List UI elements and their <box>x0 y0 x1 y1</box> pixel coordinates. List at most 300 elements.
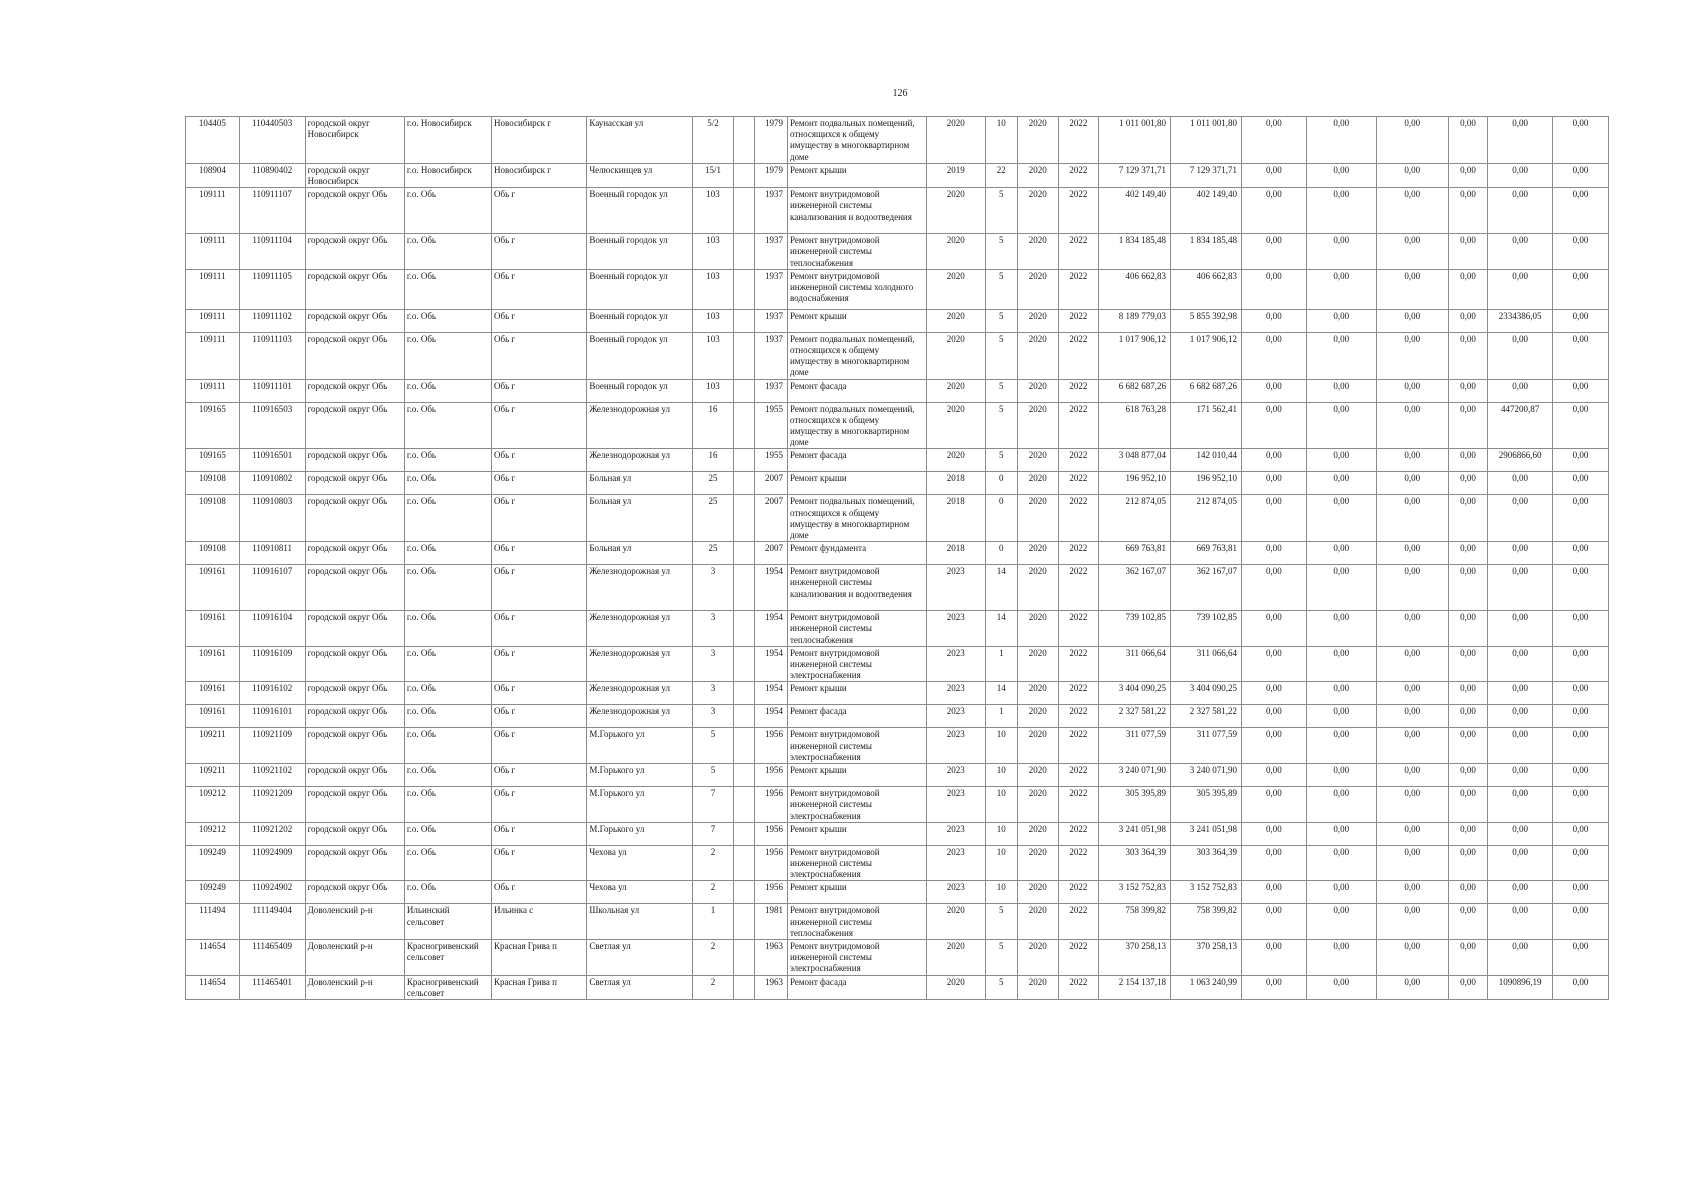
cell-plan-year: 2023 <box>926 705 985 728</box>
cell-end-year: 2022 <box>1058 646 1099 682</box>
cell-federal-funds: 0,00 <box>1241 565 1306 611</box>
cell-local-funds: 0,00 <box>1376 542 1448 565</box>
cell-municipality: городской округ Обь <box>305 764 404 787</box>
cell-street: Больная ул <box>587 472 692 495</box>
cell-work-type: Ремонт внутридомовой инженерной системы электроснабжения <box>787 939 926 975</box>
cell-federal-funds: 0,00 <box>1241 787 1306 823</box>
cell-house-id: 114654 <box>186 939 240 975</box>
cell-work-type: Ремонт фундамента <box>787 542 926 565</box>
cell-federal-funds: 0,00 <box>1241 188 1306 234</box>
page-number: 126 <box>892 88 908 99</box>
cell-build-year: 1937 <box>754 379 787 402</box>
cell-municipality: городской округ Обь <box>305 188 404 234</box>
cell-house-id: 109161 <box>186 705 240 728</box>
cell-regional-funds: 0,00 <box>1306 611 1376 647</box>
cell-locality: Обь г <box>492 764 587 787</box>
cell-work-type: Ремонт крыши <box>787 822 926 845</box>
cell-settlement-unit: г.о. Обь <box>404 472 491 495</box>
cell-build-year: 1954 <box>754 611 787 647</box>
cell-fund-cost: 311 077,59 <box>1171 728 1242 764</box>
cell-street: Железнодорожная ул <box>587 682 692 705</box>
cell-locality: Обь г <box>492 542 587 565</box>
table-row <box>186 939 1609 975</box>
cell-building-letter <box>734 611 754 647</box>
cell-work-id: 110910802 <box>239 472 305 495</box>
cell-building-letter <box>734 822 754 845</box>
cell-street: Военный городок ул <box>587 188 692 234</box>
cell-regional-funds: 0,00 <box>1306 495 1376 542</box>
cell-build-year: 1954 <box>754 705 787 728</box>
cell-total-cost: 758 399,82 <box>1099 904 1171 940</box>
cell-wear-percent: 22 <box>985 163 1017 187</box>
cell-reserve-funds: 0,00 <box>1553 975 1609 999</box>
cell-house-id: 109108 <box>186 542 240 565</box>
cell-start-year: 2020 <box>1018 542 1059 565</box>
cell-federal-funds: 0,00 <box>1241 764 1306 787</box>
cell-house-id: 109111 <box>186 332 240 379</box>
cell-fund-cost: 7 129 371,71 <box>1171 163 1242 187</box>
cell-federal-funds: 0,00 <box>1241 975 1306 999</box>
cell-locality: Обь г <box>492 269 587 309</box>
cell-work-id: 110924909 <box>239 845 305 881</box>
cell-street: М.Горького ул <box>587 822 692 845</box>
cell-plan-year: 2023 <box>926 728 985 764</box>
cell-total-cost: 739 102,85 <box>1099 611 1171 647</box>
cell-owner-funds: 0,00 <box>1488 705 1553 728</box>
cell-federal-funds: 0,00 <box>1241 646 1306 682</box>
cell-house-number: 16 <box>692 449 734 472</box>
cell-plan-year: 2020 <box>926 309 985 332</box>
cell-building-letter <box>734 449 754 472</box>
cell-build-year: 1937 <box>754 309 787 332</box>
cell-regional-funds: 0,00 <box>1306 845 1376 881</box>
cell-end-year: 2022 <box>1058 975 1099 999</box>
cell-house-number: 103 <box>692 309 734 332</box>
cell-fund-cost: 3 404 090,25 <box>1171 682 1242 705</box>
cell-building-letter <box>734 188 754 234</box>
cell-work-type: Ремонт внутридомовой инженерной системы электроснабжения <box>787 646 926 682</box>
cell-other-funds: 0,00 <box>1448 975 1488 999</box>
cell-work-id: 110924902 <box>239 881 305 904</box>
cell-other-funds: 0,00 <box>1448 728 1488 764</box>
cell-fund-cost: 212 874,05 <box>1171 495 1242 542</box>
cell-local-funds: 0,00 <box>1376 845 1448 881</box>
cell-street: Каунасская ул <box>587 117 692 164</box>
cell-building-letter <box>734 379 754 402</box>
cell-house-id: 109111 <box>186 309 240 332</box>
cell-house-number: 2 <box>692 939 734 975</box>
cell-build-year: 1981 <box>754 904 787 940</box>
cell-total-cost: 2 154 137,18 <box>1099 975 1171 999</box>
cell-work-type: Ремонт крыши <box>787 682 926 705</box>
table-row <box>186 188 1609 234</box>
cell-work-type: Ремонт внутридомовой инженерной системы теплоснабжения <box>787 611 926 647</box>
cell-municipality: городской округ Обь <box>305 379 404 402</box>
cell-reserve-funds: 0,00 <box>1553 269 1609 309</box>
cell-total-cost: 370 258,13 <box>1099 939 1171 975</box>
table-row <box>186 646 1609 682</box>
cell-municipality: городской округ Обь <box>305 472 404 495</box>
cell-settlement-unit: Красногривенский сельсовет <box>404 975 491 999</box>
cell-other-funds: 0,00 <box>1448 234 1488 270</box>
cell-house-id: 109161 <box>186 682 240 705</box>
cell-start-year: 2020 <box>1018 117 1059 164</box>
cell-regional-funds: 0,00 <box>1306 449 1376 472</box>
cell-start-year: 2020 <box>1018 163 1059 187</box>
cell-house-id: 109212 <box>186 787 240 823</box>
cell-street: Школьная ул <box>587 904 692 940</box>
cell-house-id: 109249 <box>186 845 240 881</box>
cell-local-funds: 0,00 <box>1376 975 1448 999</box>
cell-wear-percent: 5 <box>985 402 1017 449</box>
table-row <box>186 234 1609 270</box>
cell-plan-year: 2023 <box>926 611 985 647</box>
cell-owner-funds: 0,00 <box>1488 269 1553 309</box>
cell-house-id: 109212 <box>186 822 240 845</box>
cell-street: Больная ул <box>587 542 692 565</box>
cell-regional-funds: 0,00 <box>1306 402 1376 449</box>
cell-building-letter <box>734 646 754 682</box>
cell-work-id: 110916104 <box>239 611 305 647</box>
cell-other-funds: 0,00 <box>1448 542 1488 565</box>
cell-total-cost: 2 327 581,22 <box>1099 705 1171 728</box>
cell-regional-funds: 0,00 <box>1306 822 1376 845</box>
cell-house-number: 3 <box>692 646 734 682</box>
cell-build-year: 1956 <box>754 822 787 845</box>
cell-work-type: Ремонт крыши <box>787 309 926 332</box>
cell-house-id: 109165 <box>186 449 240 472</box>
cell-fund-cost: 370 258,13 <box>1171 939 1242 975</box>
cell-build-year: 1956 <box>754 787 787 823</box>
cell-reserve-funds: 0,00 <box>1553 188 1609 234</box>
cell-total-cost: 402 149,40 <box>1099 188 1171 234</box>
cell-building-letter <box>734 787 754 823</box>
cell-house-id: 109211 <box>186 728 240 764</box>
cell-municipality: городской округ Новосибирск <box>305 117 404 164</box>
cell-start-year: 2020 <box>1018 565 1059 611</box>
cell-locality: Обь г <box>492 787 587 823</box>
cell-federal-funds: 0,00 <box>1241 309 1306 332</box>
table-row <box>186 309 1609 332</box>
cell-owner-funds: 0,00 <box>1488 939 1553 975</box>
cell-total-cost: 3 152 752,83 <box>1099 881 1171 904</box>
cell-owner-funds: 0,00 <box>1488 764 1553 787</box>
cell-street: Военный городок ул <box>587 332 692 379</box>
cell-settlement-unit: г.о. Обь <box>404 728 491 764</box>
cell-work-id: 110916501 <box>239 449 305 472</box>
cell-work-type: Ремонт подвальных помещений, относящихся к общему имуществу в многоквартирном доме <box>787 402 926 449</box>
cell-locality: Обь г <box>492 309 587 332</box>
cell-street: Больная ул <box>587 495 692 542</box>
cell-reserve-funds: 0,00 <box>1553 402 1609 449</box>
cell-build-year: 1956 <box>754 845 787 881</box>
cell-settlement-unit: г.о. Обь <box>404 379 491 402</box>
cell-work-type: Ремонт внутридомовой инженерной системы канализования и водоотведения <box>787 188 926 234</box>
cell-settlement-unit: г.о. Обь <box>404 787 491 823</box>
cell-reserve-funds: 0,00 <box>1553 646 1609 682</box>
cell-owner-funds: 0,00 <box>1488 646 1553 682</box>
cell-reserve-funds: 0,00 <box>1553 163 1609 187</box>
cell-other-funds: 0,00 <box>1448 495 1488 542</box>
cell-work-type: Ремонт внутридомовой инженерной системы электроснабжения <box>787 845 926 881</box>
cell-regional-funds: 0,00 <box>1306 939 1376 975</box>
cell-local-funds: 0,00 <box>1376 472 1448 495</box>
capital-repair-register-table <box>185 116 1609 1000</box>
cell-house-number: 103 <box>692 332 734 379</box>
cell-fund-cost: 3 240 071,90 <box>1171 764 1242 787</box>
cell-settlement-unit: г.о. Обь <box>404 646 491 682</box>
cell-owner-funds: 0,00 <box>1488 728 1553 764</box>
cell-local-funds: 0,00 <box>1376 787 1448 823</box>
cell-regional-funds: 0,00 <box>1306 646 1376 682</box>
cell-locality: Обь г <box>492 822 587 845</box>
cell-house-number: 103 <box>692 188 734 234</box>
cell-federal-funds: 0,00 <box>1241 728 1306 764</box>
cell-work-id: 110890402 <box>239 163 305 187</box>
cell-building-letter <box>734 728 754 764</box>
cell-wear-percent: 10 <box>985 728 1017 764</box>
cell-fund-cost: 1 017 906,12 <box>1171 332 1242 379</box>
cell-other-funds: 0,00 <box>1448 682 1488 705</box>
cell-federal-funds: 0,00 <box>1241 939 1306 975</box>
cell-fund-cost: 3 241 051,98 <box>1171 822 1242 845</box>
cell-work-type: Ремонт внутридомовой инженерной системы теплоснабжения <box>787 234 926 270</box>
cell-house-number: 2 <box>692 975 734 999</box>
cell-other-funds: 0,00 <box>1448 163 1488 187</box>
cell-total-cost: 1 011 001,80 <box>1099 117 1171 164</box>
cell-start-year: 2020 <box>1018 472 1059 495</box>
cell-work-id: 110911105 <box>239 269 305 309</box>
cell-start-year: 2020 <box>1018 402 1059 449</box>
cell-work-type: Ремонт внутридомовой инженерной системы электроснабжения <box>787 728 926 764</box>
cell-local-funds: 0,00 <box>1376 309 1448 332</box>
cell-wear-percent: 0 <box>985 542 1017 565</box>
cell-federal-funds: 0,00 <box>1241 611 1306 647</box>
cell-settlement-unit: г.о. Обь <box>404 309 491 332</box>
cell-wear-percent: 5 <box>985 188 1017 234</box>
cell-fund-cost: 669 763,81 <box>1171 542 1242 565</box>
cell-wear-percent: 10 <box>985 764 1017 787</box>
cell-house-id: 104405 <box>186 117 240 164</box>
cell-plan-year: 2020 <box>926 234 985 270</box>
table-row <box>186 495 1609 542</box>
cell-owner-funds: 0,00 <box>1488 822 1553 845</box>
cell-building-letter <box>734 682 754 705</box>
cell-federal-funds: 0,00 <box>1241 881 1306 904</box>
cell-municipality: городской округ Обь <box>305 449 404 472</box>
cell-fund-cost: 171 562,41 <box>1171 402 1242 449</box>
cell-start-year: 2020 <box>1018 975 1059 999</box>
cell-locality: Новосибирск г <box>492 163 587 187</box>
cell-end-year: 2022 <box>1058 117 1099 164</box>
cell-federal-funds: 0,00 <box>1241 845 1306 881</box>
cell-reserve-funds: 0,00 <box>1553 234 1609 270</box>
cell-building-letter <box>734 234 754 270</box>
cell-building-letter <box>734 472 754 495</box>
cell-other-funds: 0,00 <box>1448 402 1488 449</box>
cell-locality: Обь г <box>492 565 587 611</box>
cell-plan-year: 2023 <box>926 646 985 682</box>
cell-work-type: Ремонт фасада <box>787 705 926 728</box>
cell-start-year: 2020 <box>1018 787 1059 823</box>
cell-reserve-funds: 0,00 <box>1553 332 1609 379</box>
cell-settlement-unit: г.о. Обь <box>404 495 491 542</box>
cell-total-cost: 212 874,05 <box>1099 495 1171 542</box>
cell-settlement-unit: г.о. Обь <box>404 565 491 611</box>
cell-plan-year: 2020 <box>926 904 985 940</box>
cell-wear-percent: 10 <box>985 822 1017 845</box>
cell-other-funds: 0,00 <box>1448 565 1488 611</box>
cell-owner-funds: 0,00 <box>1488 234 1553 270</box>
cell-house-number: 3 <box>692 682 734 705</box>
cell-municipality: Доволенский р-н <box>305 975 404 999</box>
cell-house-id: 109161 <box>186 565 240 611</box>
cell-house-number: 7 <box>692 787 734 823</box>
cell-owner-funds: 0,00 <box>1488 787 1553 823</box>
cell-building-letter <box>734 565 754 611</box>
cell-regional-funds: 0,00 <box>1306 542 1376 565</box>
cell-municipality: городской округ Обь <box>305 332 404 379</box>
cell-settlement-unit: г.о. Обь <box>404 881 491 904</box>
cell-street: Железнодорожная ул <box>587 646 692 682</box>
cell-fund-cost: 196 952,10 <box>1171 472 1242 495</box>
cell-locality: Ильинка с <box>492 904 587 940</box>
cell-local-funds: 0,00 <box>1376 402 1448 449</box>
cell-plan-year: 2023 <box>926 845 985 881</box>
cell-reserve-funds: 0,00 <box>1553 764 1609 787</box>
cell-total-cost: 3 241 051,98 <box>1099 822 1171 845</box>
cell-settlement-unit: г.о. Обь <box>404 822 491 845</box>
cell-fund-cost: 1 011 001,80 <box>1171 117 1242 164</box>
cell-start-year: 2020 <box>1018 332 1059 379</box>
cell-fund-cost: 142 010,44 <box>1171 449 1242 472</box>
cell-start-year: 2020 <box>1018 845 1059 881</box>
table-row <box>186 565 1609 611</box>
cell-municipality: городской округ Обь <box>305 269 404 309</box>
cell-wear-percent: 0 <box>985 472 1017 495</box>
cell-street: Военный городок ул <box>587 269 692 309</box>
cell-fund-cost: 311 066,64 <box>1171 646 1242 682</box>
cell-building-letter <box>734 163 754 187</box>
cell-start-year: 2020 <box>1018 234 1059 270</box>
cell-house-id: 109249 <box>186 881 240 904</box>
cell-municipality: городской округ Обь <box>305 845 404 881</box>
cell-locality: Обь г <box>492 472 587 495</box>
cell-total-cost: 362 167,07 <box>1099 565 1171 611</box>
cell-owner-funds: 0,00 <box>1488 332 1553 379</box>
cell-wear-percent: 10 <box>985 787 1017 823</box>
cell-total-cost: 7 129 371,71 <box>1099 163 1171 187</box>
cell-regional-funds: 0,00 <box>1306 705 1376 728</box>
cell-street: Железнодорожная ул <box>587 705 692 728</box>
cell-fund-cost: 402 149,40 <box>1171 188 1242 234</box>
cell-end-year: 2022 <box>1058 881 1099 904</box>
cell-building-letter <box>734 845 754 881</box>
cell-end-year: 2022 <box>1058 728 1099 764</box>
cell-work-type: Ремонт внутридомовой инженерной системы теплоснабжения <box>787 904 926 940</box>
cell-settlement-unit: г.о. Обь <box>404 764 491 787</box>
cell-house-number: 25 <box>692 542 734 565</box>
cell-total-cost: 6 682 687,26 <box>1099 379 1171 402</box>
cell-build-year: 1979 <box>754 117 787 164</box>
cell-local-funds: 0,00 <box>1376 822 1448 845</box>
cell-building-letter <box>734 939 754 975</box>
cell-start-year: 2020 <box>1018 881 1059 904</box>
cell-owner-funds: 0,00 <box>1488 379 1553 402</box>
cell-other-funds: 0,00 <box>1448 822 1488 845</box>
cell-total-cost: 3 240 071,90 <box>1099 764 1171 787</box>
cell-start-year: 2020 <box>1018 188 1059 234</box>
cell-build-year: 1955 <box>754 449 787 472</box>
cell-house-id: 109161 <box>186 611 240 647</box>
cell-building-letter <box>734 975 754 999</box>
cell-work-type: Ремонт крыши <box>787 163 926 187</box>
cell-municipality: городской округ Обь <box>305 542 404 565</box>
cell-work-type: Ремонт фасада <box>787 975 926 999</box>
cell-house-number: 1 <box>692 904 734 940</box>
cell-work-id: 110911107 <box>239 188 305 234</box>
cell-fund-cost: 5 855 392,98 <box>1171 309 1242 332</box>
cell-local-funds: 0,00 <box>1376 565 1448 611</box>
cell-end-year: 2022 <box>1058 565 1099 611</box>
cell-street: Чехова ул <box>587 881 692 904</box>
table-row <box>186 269 1609 309</box>
cell-street: Светлая ул <box>587 939 692 975</box>
cell-building-letter <box>734 402 754 449</box>
cell-other-funds: 0,00 <box>1448 472 1488 495</box>
cell-total-cost: 303 364,39 <box>1099 845 1171 881</box>
cell-wear-percent: 10 <box>985 845 1017 881</box>
cell-local-funds: 0,00 <box>1376 705 1448 728</box>
cell-house-number: 15/1 <box>692 163 734 187</box>
cell-total-cost: 1 017 906,12 <box>1099 332 1171 379</box>
cell-locality: Обь г <box>492 379 587 402</box>
cell-plan-year: 2018 <box>926 495 985 542</box>
cell-build-year: 1937 <box>754 188 787 234</box>
cell-plan-year: 2023 <box>926 881 985 904</box>
cell-house-id: 109111 <box>186 379 240 402</box>
cell-fund-cost: 758 399,82 <box>1171 904 1242 940</box>
cell-build-year: 1956 <box>754 881 787 904</box>
cell-regional-funds: 0,00 <box>1306 234 1376 270</box>
cell-house-id: 109111 <box>186 234 240 270</box>
cell-settlement-unit: Красногривенский сельсовет <box>404 939 491 975</box>
cell-wear-percent: 5 <box>985 234 1017 270</box>
cell-local-funds: 0,00 <box>1376 611 1448 647</box>
cell-regional-funds: 0,00 <box>1306 787 1376 823</box>
cell-regional-funds: 0,00 <box>1306 188 1376 234</box>
cell-local-funds: 0,00 <box>1376 269 1448 309</box>
cell-local-funds: 0,00 <box>1376 188 1448 234</box>
cell-work-id: 111465401 <box>239 975 305 999</box>
cell-plan-year: 2023 <box>926 822 985 845</box>
cell-end-year: 2022 <box>1058 542 1099 565</box>
cell-reserve-funds: 0,00 <box>1553 309 1609 332</box>
table-row <box>186 728 1609 764</box>
cell-building-letter <box>734 117 754 164</box>
cell-house-id: 109111 <box>186 188 240 234</box>
cell-street: Железнодорожная ул <box>587 611 692 647</box>
cell-build-year: 2007 <box>754 472 787 495</box>
cell-end-year: 2022 <box>1058 495 1099 542</box>
cell-plan-year: 2020 <box>926 939 985 975</box>
table-row <box>186 787 1609 823</box>
cell-wear-percent: 1 <box>985 705 1017 728</box>
cell-work-type: Ремонт внутридомовой инженерной системы канализования и водоотведения <box>787 565 926 611</box>
cell-other-funds: 0,00 <box>1448 764 1488 787</box>
cell-settlement-unit: г.о. Обь <box>404 542 491 565</box>
cell-owner-funds: 447200,87 <box>1488 402 1553 449</box>
